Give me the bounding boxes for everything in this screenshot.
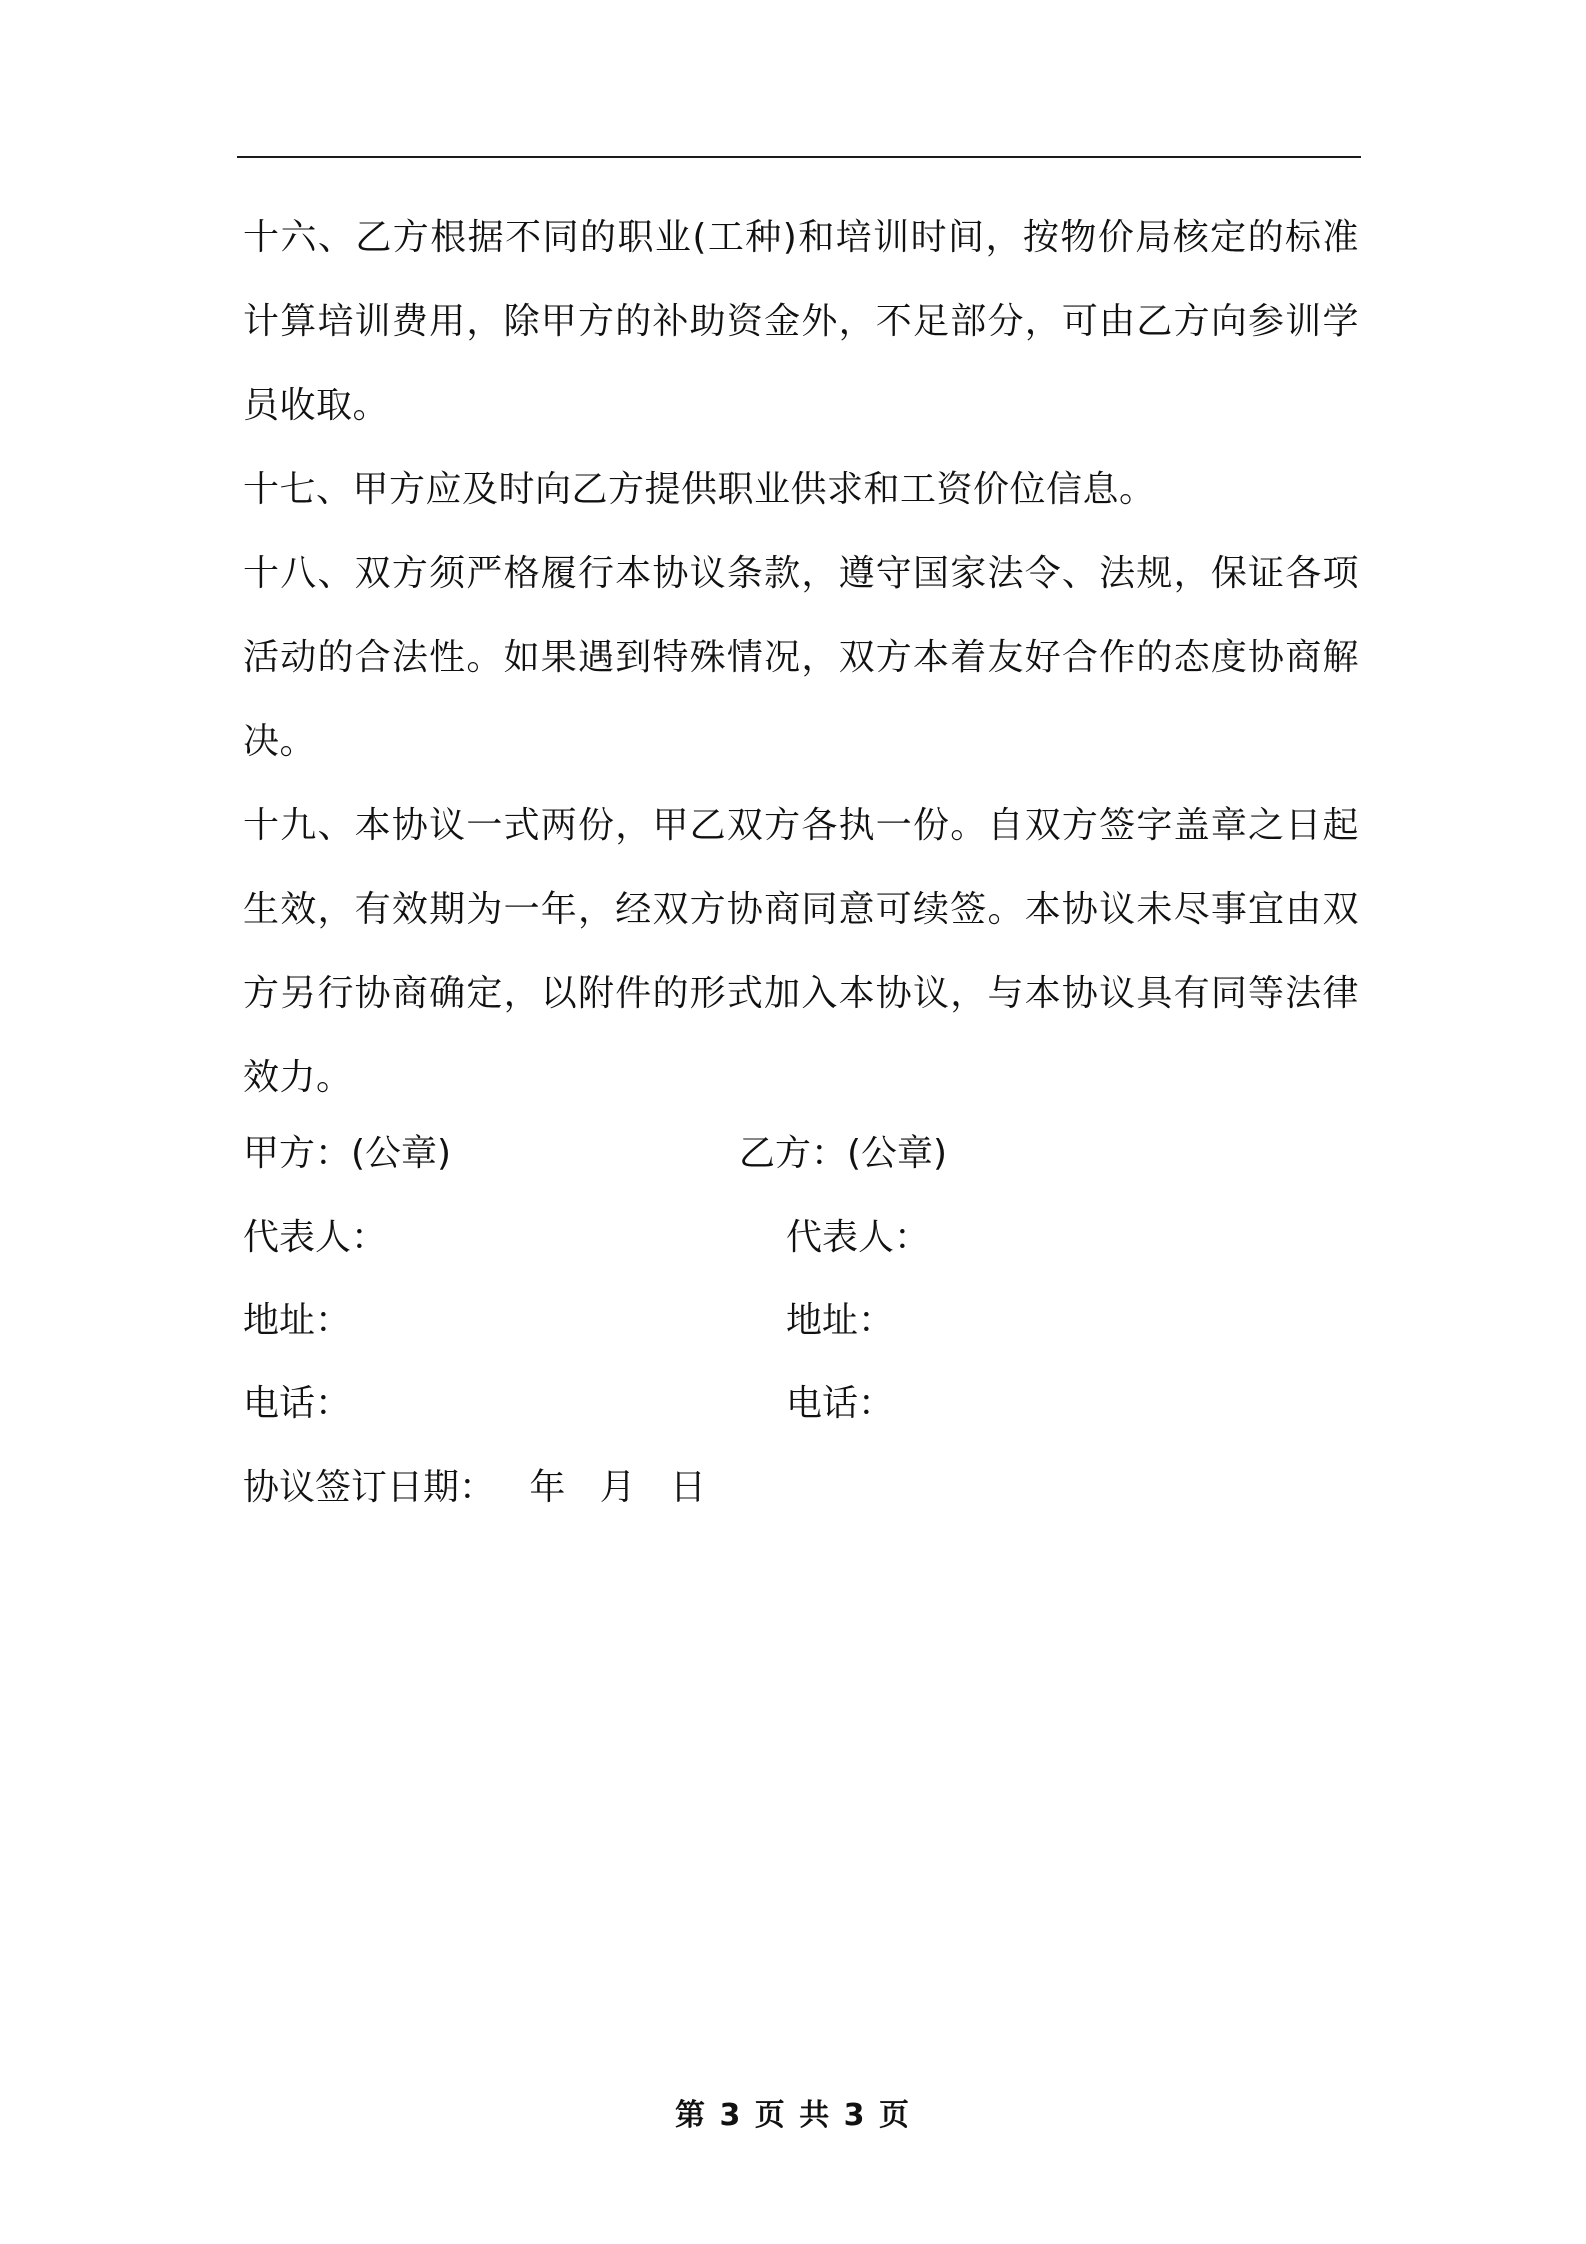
clause-17: 十七、甲方应及时向乙方提供职业供求和工资价位信息。: [243, 469, 1156, 510]
party-b-seal-label: 乙方：(公章): [739, 1133, 948, 1174]
clause-16: 十六、乙方根据不同的职业(工种)和培训时间，按物价局核定的标准计算培训费用，除甲方的补助资金外，不足部分，可由乙方向参训学员收取。: [243, 217, 1359, 426]
signature-row-address: [243, 1279, 1359, 1363]
signature-row-phone: [243, 1362, 1359, 1446]
page-number-footer: 第 3 页 共 3 页: [675, 2098, 911, 2133]
signature-row-parties: [243, 1112, 1359, 1196]
signing-date-line: 协议签订日期： 年 月 日: [243, 1467, 706, 1508]
party-a-phone-label: 电话：: [243, 1383, 352, 1424]
party-a-representative-label: 代表人：: [243, 1217, 388, 1258]
party-b-address-label: 地址：: [786, 1300, 895, 1341]
party-a-seal-label: 甲方：(公章): [243, 1133, 452, 1174]
signature-row-representative: [243, 1196, 1359, 1280]
party-a-address-label: 地址：: [243, 1300, 352, 1341]
agreement-body: [243, 196, 1359, 1120]
party-b-phone-label: 电话：: [786, 1383, 895, 1424]
party-b-representative-label: 代表人：: [786, 1217, 931, 1258]
header-rule: [237, 156, 1361, 158]
clause-19: 十九、本协议一式两份，甲乙双方各执一份。自双方签字盖章之日起生效，有效期为一年，经双方协商同意可续签。本协议未尽事宜由双方另行协商确定，以附件的形式加入本协议，与本协议具有同等法律效力。: [243, 805, 1359, 1098]
clause-18: 十八、双方须严格履行本协议条款，遵守国家法令、法规，保证各项活动的合法性。如果遇到特殊情况，双方本着友好合作的态度协商解决。: [243, 553, 1359, 762]
